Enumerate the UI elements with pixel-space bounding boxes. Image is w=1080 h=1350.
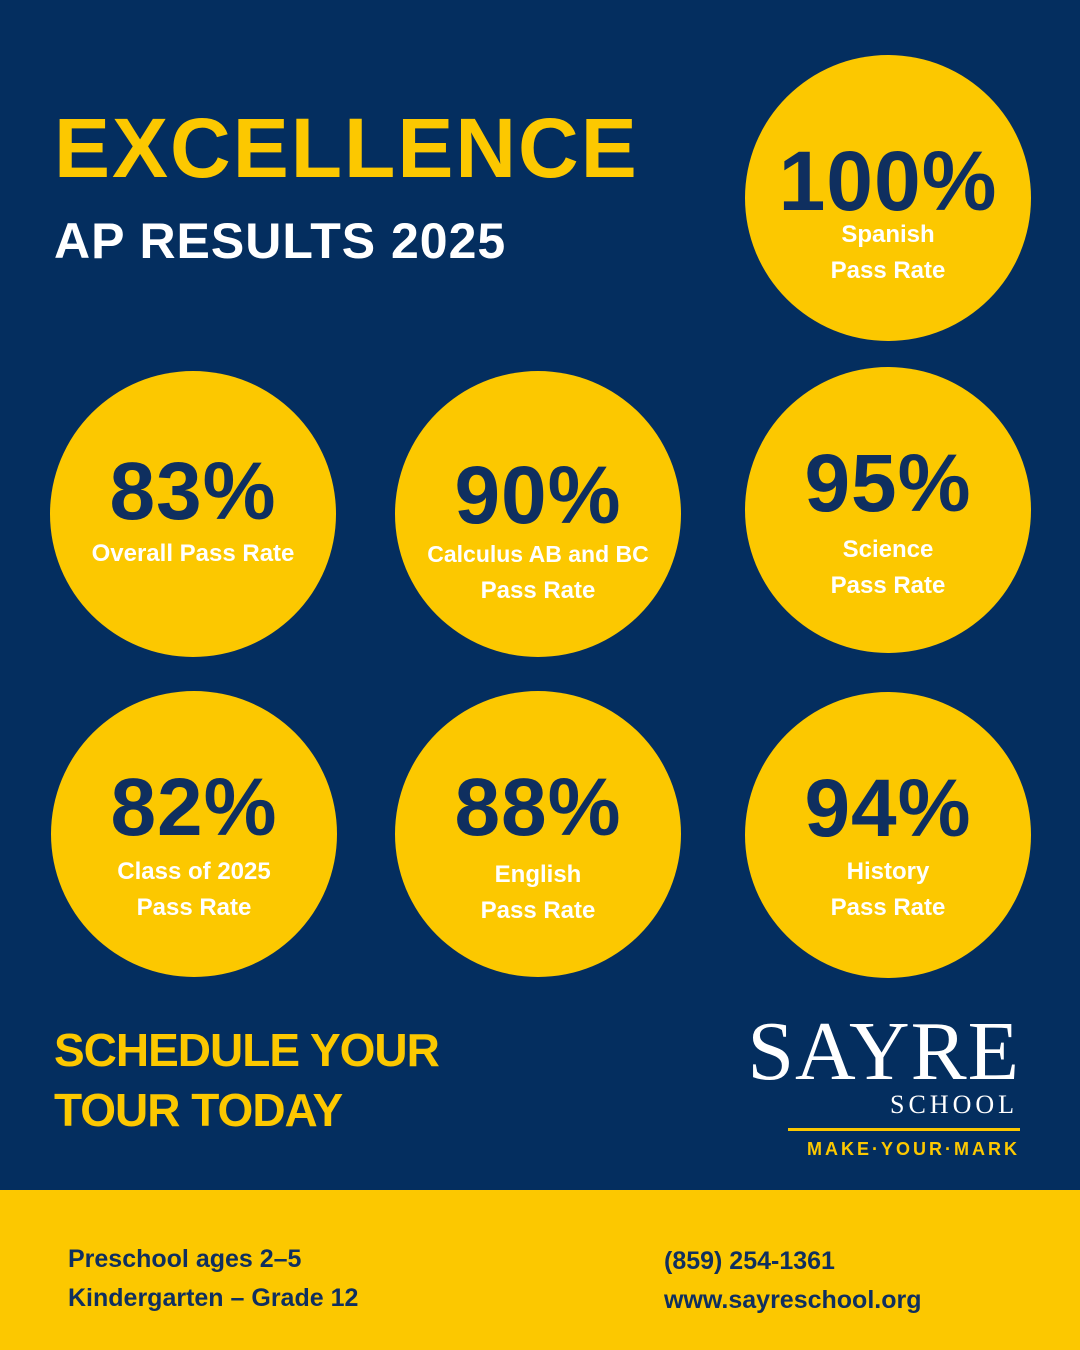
stat-value: 90% [454,450,622,541]
stat-label: Class of 2025 [117,858,271,885]
logo-school-text: SCHOOL [889,1090,1018,1119]
schedule-tour-cta [54,1020,439,1140]
stat-circle-calculus [395,371,681,657]
website-link[interactable]: www.sayreschool.org [664,1286,922,1314]
grades-line: Preschool ages 2–5 [68,1245,302,1273]
stat-label: Overall Pass Rate [91,540,295,567]
stat-label: Pass Rate [480,897,596,924]
stat-label: Pass Rate [830,894,946,921]
footer-bar [0,1190,1080,1350]
sayre-school-logo [740,1005,1020,1160]
cta-line: SCHEDULE YOUR [54,1024,439,1076]
stat-value: 82% [110,762,278,853]
stat-circle-class-2025 [51,691,337,977]
stat-circle-overall [50,371,336,657]
subheadline: AP RESULTS 2025 [54,213,507,269]
stat-value: 83% [109,446,277,537]
stat-label: Pass Rate [480,577,596,604]
grades-line: Kindergarten – Grade 12 [68,1284,359,1312]
stat-value: 100% [778,134,998,228]
stat-circle-english [395,691,681,977]
stat-label: History [846,858,930,885]
stat-value: 95% [804,438,972,529]
stat-value: 94% [804,763,972,854]
stat-circle-spanish [745,55,1031,341]
stat-circle-science [745,367,1031,653]
headline: EXCELLENCE [54,101,639,195]
stat-label: Science [842,536,934,563]
phone-number[interactable]: (859) 254-1361 [664,1247,835,1275]
contact-info [664,1242,921,1320]
stat-label: Pass Rate [830,257,946,284]
stat-label: Spanish [841,221,935,248]
logo-divider [788,1128,1020,1131]
logo-wordmark: SAYRE [747,1005,1020,1098]
stat-label: Calculus AB and BC [427,541,649,567]
stat-label: Pass Rate [136,894,252,921]
stat-value: 88% [454,762,622,853]
grades-info [68,1240,358,1318]
stat-circle-history [745,692,1031,978]
cta-line: TOUR TODAY [54,1084,343,1136]
stat-label: English [494,861,582,888]
logo-tagline: MAKE·YOUR·MARK [807,1139,1020,1159]
stat-label: Pass Rate [830,572,946,599]
